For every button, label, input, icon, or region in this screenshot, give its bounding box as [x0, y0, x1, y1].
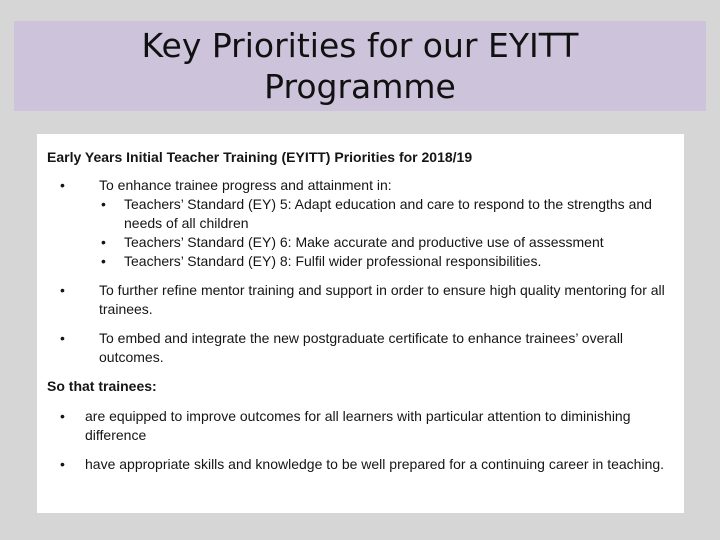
slide-title-line-1: Key Priorities for our EYITT — [141, 26, 579, 65]
standard-text: Teachers’ Standard (EY) 5: Adapt education and care to respond to the strengths and needs of all children — [124, 196, 652, 231]
standard-item — [99, 195, 674, 233]
bullet-icon: • — [60, 330, 65, 346]
bullet-icon: • — [60, 282, 65, 298]
document-panel — [37, 134, 684, 513]
priority-item — [47, 176, 674, 271]
bullet-icon: • — [60, 408, 65, 424]
standard-item — [99, 252, 674, 271]
outcomes-heading: So that trainees: — [47, 378, 157, 394]
bullet-icon: • — [101, 253, 106, 269]
slide-title-banner — [14, 21, 706, 111]
priority-text: To further refine mentor training and support in order to ensure high quality mentoring for all trainees. — [99, 282, 665, 317]
bullet-icon: • — [60, 456, 65, 472]
outcome-item — [47, 455, 674, 474]
priorities-list — [47, 176, 674, 367]
standards-sublist — [99, 195, 674, 271]
priority-text: To enhance trainee progress and attainment in: — [99, 177, 392, 193]
standard-item — [99, 233, 674, 252]
priority-item — [47, 329, 674, 367]
priority-text: To embed and integrate the new postgraduate certificate to enhance trainees’ overall outcomes. — [99, 330, 624, 365]
bullet-icon: • — [101, 234, 106, 250]
bullet-icon: • — [101, 196, 106, 212]
standard-text: Teachers’ Standard (EY) 6: Make accurate and productive use of assessment — [124, 234, 604, 250]
outcomes-list — [47, 407, 674, 474]
outcome-text: have appropriate skills and knowledge to be well prepared for a continuing career in teaching. — [85, 456, 665, 472]
outcome-item — [47, 407, 674, 445]
bullet-icon: • — [60, 177, 65, 193]
document-heading: Early Years Initial Teacher Training (EYITT) Priorities for 2018/19 — [47, 149, 473, 165]
slide-title-line-2: Programme — [264, 67, 456, 106]
priority-item — [47, 281, 674, 319]
outcome-text: are equipped to improve outcomes for all learners with particular attention to diminishing difference — [85, 408, 631, 443]
standard-text: Teachers’ Standard (EY) 8: Fulfil wider professional responsibilities. — [124, 253, 542, 269]
